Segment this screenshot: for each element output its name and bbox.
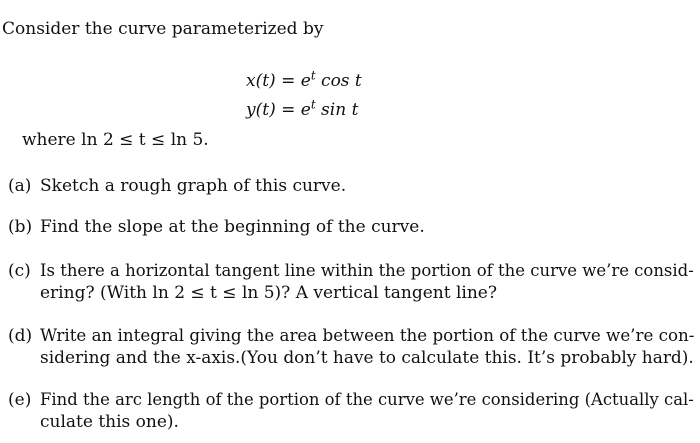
x-equation-base: e [300,71,311,91]
intro-text: Consider the curve parameterized by [2,19,324,39]
part-a-text: Sketch a rough graph of this curve. [40,176,347,196]
part-d-text-line-2: sidering and the x-axis.(You don’t have to calculate this. It’s probably hard). [40,348,694,368]
x-equation-lhs: x(t) = [246,71,301,91]
part-c-text-line-1: Is there a horizontal tangent line within the portion of the curve we’re consid- [40,261,694,281]
domain-text: where ln 2 ≤ t ≤ ln 5. [22,130,209,150]
part-d-label: (d) [8,326,33,346]
y-equation [246,99,358,121]
y-equation-exponent: t [310,97,316,112]
y-equation-base: e [300,100,311,120]
part-c-label: (c) [8,261,31,281]
x-equation-exponent: t [310,68,316,83]
x-equation [246,70,362,92]
part-c-text-line-2: ering? (With ln 2 ≤ t ≤ ln 5)? A vertical tangent line? [40,283,497,303]
y-equation-lhs: y(t) = [246,100,301,120]
part-e-text-line-2: culate this one). [40,412,179,432]
part-b-text: Find the slope at the beginning of the curve. [40,217,425,237]
part-e-label: (e) [8,390,32,410]
part-e-text-line-1: Find the arc length of the portion of the curve we’re considering (Actually cal- [40,390,694,410]
part-b-label: (b) [8,217,33,237]
y-equation-rest: sin t [315,100,359,120]
x-equation-rest: cos t [315,71,362,91]
part-d-text-line-1: Write an integral giving the area between the portion of the curve we’re con- [40,326,695,346]
part-a-label: (a) [8,176,32,196]
